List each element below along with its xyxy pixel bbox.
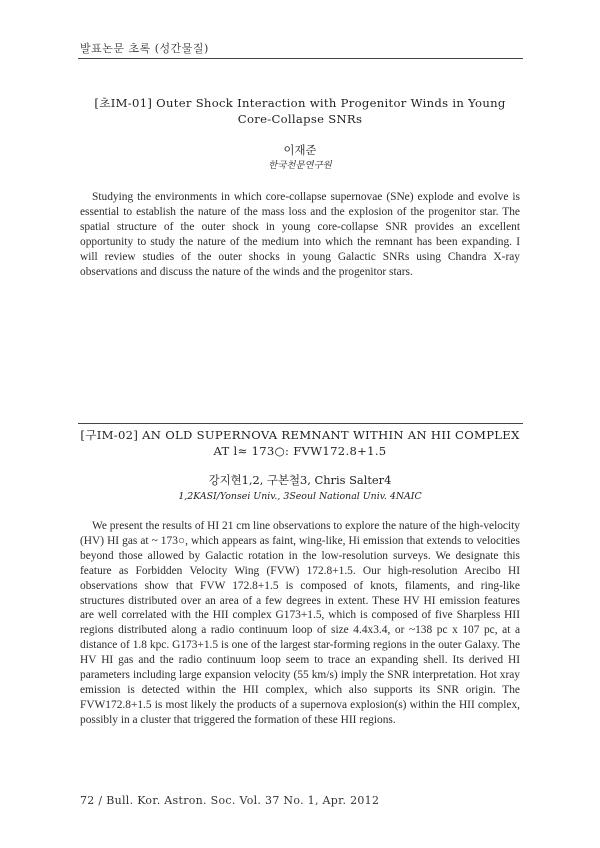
abstract-2-affiliations-text: 1,2KASI/Yonsei Univ., 3Seoul National Univ. 4NAIC [178, 491, 422, 502]
page-footer: 72 / Bull. Kor. Astron. Soc. Vol. 37 No. 1, Apr. 2012 [80, 794, 380, 807]
abstract-2-affiliations [80, 490, 520, 503]
abstract-1-body: Studying the environments in which core-collapse supernovae (SNe) explode and evolve is essential to establish the nature of the mass loss and the explosion of the progenitor star. The spatial structure of the outer shock in young core-collapse SNR provides an excellent opportunity to study the nature of the medium into which the remnant has been expanding. I will review studies of the outer shocks in young Galactic SNRs using Chandra X-ray observations and discuss the nature of the winds and the progenitor stars. [80, 191, 520, 278]
abstract-1 [80, 96, 520, 279]
abstract-2-title-text: [구IM-02] AN OLD SUPERNOVA REMNANT WITHIN AN HII COMPLEX AT l≈ 173○: FVW172.8+1.5 [80, 428, 520, 458]
abstract-2-authors-text: 강지현1,2, 구본철3, Chris Salter4 [208, 473, 392, 487]
abstract-2 [80, 428, 520, 728]
abstract-1-affiliation: 한국천문연구원 [268, 160, 332, 171]
abstract-1-title: [초IM-01] Outer Shock Interaction with Progenitor Winds in Young Core-Collapse SNRs [94, 96, 506, 126]
abstract-1-author: 이재준 [283, 143, 317, 157]
header-rule [78, 58, 523, 59]
abstract-2-title [80, 428, 520, 459]
abstract-2-body: We present the results of HI 21 cm line observations to explore the nature of the high-velocity (HV) HI gas at ~ 173○, which appears as faint, wing-like, Hi emission that extends to velocities beyond those allowed by Galactic rotation in the low-resolution surveys. We designate this feature as Forbidden Velocity Wing (FVW) 172.8+1.5. Our high-resolution Arecibo HI observations show that FVW 172.8+1.5 is composed of knots, filaments, and ring-like structures distributed over an area of a few degrees in extent. These HV HI emission features are well correlated with the HII complex G173+1.5, which is composed of five Sharpless HII regions distributed along a radio continuum loop of size 4.4x3.4, or ~138 pc x 107 pc, at a distance of 1.8 kpc. G173+1.5 is one of the largest star-forming regions in the outer Galaxy. The HV HI gas and the radio continuum loop seem to trace an expanding shell. Its derived HI parameters including large expansion velocity (55 km/s) imply the SNR interpretation. Hot xray emission is detected within the HII complex, which also supports its SNR origin. The FVW172.8+1.5 is most likely the products of a supernova explosion(s) within the HII complex, possibly in a cluster that triggered the formation of these HII regions. [80, 520, 521, 726]
abstract-2-authors [80, 473, 520, 488]
running-head: 발표논문 초록 (성간물질) [80, 42, 209, 55]
section-divider [78, 423, 523, 424]
